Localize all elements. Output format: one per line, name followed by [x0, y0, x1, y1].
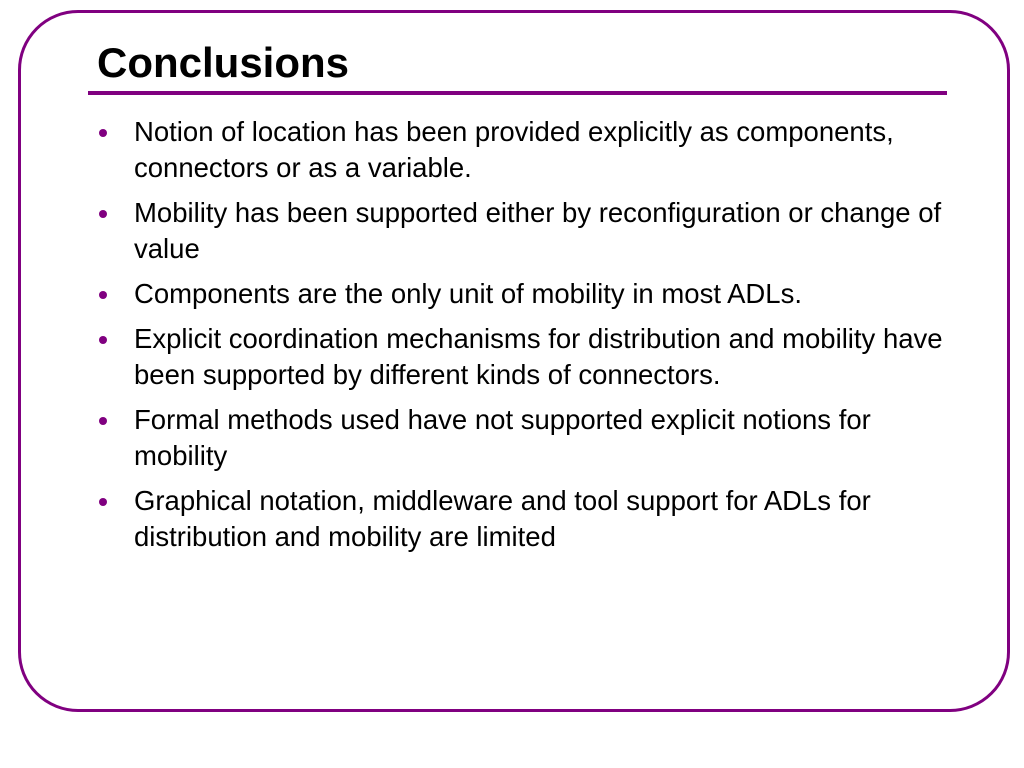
bullet-text: Formal methods used have not supported explicit notions for mobility — [134, 404, 871, 471]
bullet-icon — [99, 210, 107, 218]
title-underline — [88, 91, 947, 95]
bullet-text: Notion of location has been provided explicitly as components, connectors or as a variable. — [134, 116, 894, 183]
bullet-item — [96, 321, 946, 393]
bullet-text: Graphical notation, middleware and tool support for ADLs for distribution and mobility are limited — [134, 485, 871, 552]
bullet-icon — [99, 336, 107, 344]
bullet-item — [96, 402, 946, 474]
bullet-icon — [99, 129, 107, 137]
bullet-item — [96, 195, 946, 267]
bullet-item — [96, 276, 946, 312]
bullet-item — [96, 483, 946, 555]
bullet-text: Explicit coordination mechanisms for distribution and mobility have been supported by different kinds of connectors. — [134, 323, 943, 390]
bullet-icon — [99, 498, 107, 506]
bullet-text: Mobility has been supported either by reconfiguration or change of value — [134, 197, 942, 264]
bullet-item — [96, 114, 946, 186]
slide-title: Conclusions — [97, 39, 350, 86]
bullet-icon — [99, 417, 107, 425]
bullet-icon — [99, 291, 107, 299]
bullet-text: Components are the only unit of mobility in most ADLs. — [134, 278, 802, 309]
bullet-list — [96, 114, 946, 564]
